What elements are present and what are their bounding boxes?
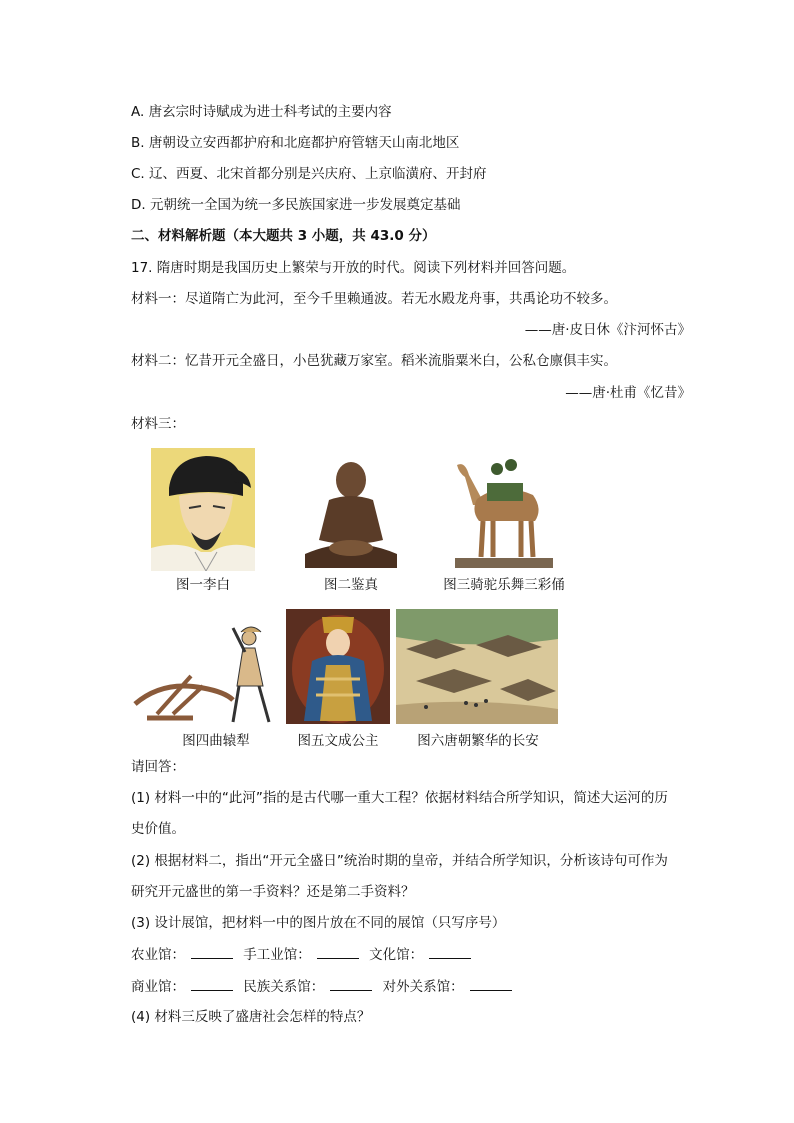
- option-a: A. 唐玄宗时诗赋成为进士科考试的主要内容: [131, 104, 392, 120]
- sub-question-2-line2: 研究开元盛世的第一手资料？还是第二手资料？: [131, 884, 415, 900]
- princess-wencheng-statue: [286, 609, 390, 724]
- hall-row-1: [131, 944, 477, 965]
- answer-blank-foreign[interactable]: [470, 976, 512, 991]
- material-one: 材料一：尽道隋亡为此河，至今千里赖通波。若无水殿龙舟事，共禹论功不较多。: [131, 291, 617, 307]
- hall-ethnic-label: 民族关系馆：: [243, 979, 325, 995]
- figure-caption-3: 图三骑驼乐舞三彩俑: [443, 577, 565, 593]
- sub-question-4: (4) 材料三反映了盛唐社会怎样的特点？: [131, 1009, 371, 1025]
- sub-question-2-line1: (2) 根据材料二，指出“开元全盛日”统治时期的皇帝，并结合所学知识，分析该诗句可作为: [131, 853, 668, 869]
- curved-plough-illustration: [133, 620, 275, 724]
- figure-caption-1: 图一李白: [176, 577, 230, 593]
- answer-blank-culture[interactable]: [429, 944, 471, 959]
- option-c: C. 辽、西夏、北宋首都分别是兴庆府、上京临潢府、开封府: [131, 166, 487, 182]
- answer-blank-ethnic[interactable]: [330, 976, 372, 991]
- section-title: 二、材料解析题（本大题共 3 小题，共 43.0 分）: [131, 228, 436, 244]
- answer-prompt: 请回答：: [131, 759, 185, 775]
- figure-caption-5: 图五文成公主: [297, 733, 379, 749]
- sub-question-1-line2: 史价值。: [131, 821, 185, 837]
- figure-caption-2: 图二鉴真: [324, 577, 378, 593]
- camel-sancai-figure: [451, 455, 557, 570]
- question-intro: 17. 隋唐时期是我国历史上繁荣与开放的时代。阅读下列材料并回答问题。: [131, 260, 576, 276]
- material-three-label: 材料三：: [131, 416, 185, 432]
- hall-handicraft-label: 手工业馆：: [243, 947, 311, 963]
- hall-foreign-label: 对外关系馆：: [382, 979, 464, 995]
- hall-agriculture-label: 农业馆：: [131, 947, 185, 963]
- material-two-source: ——唐·杜甫《忆昔》: [565, 385, 691, 401]
- sub-question-1-line1: (1) 材料一中的“此河”指的是古代哪一重大工程？依据材料结合所学知识，简述大运河的历: [131, 790, 668, 806]
- answer-blank-agriculture[interactable]: [191, 944, 233, 959]
- changan-city-painting: [396, 609, 558, 724]
- li-bai-portrait: [151, 448, 255, 571]
- option-b: B. 唐朝设立安西都护府和北庭都护府管辖天山南北地区: [131, 135, 460, 151]
- jianzhen-statue: [299, 456, 403, 570]
- figure-caption-4: 图四曲辕犁: [182, 733, 250, 749]
- sub-question-3: (3) 设计展馆，把材料一中的图片放在不同的展馆（只写序号）: [131, 915, 506, 931]
- hall-commerce-label: 商业馆：: [131, 979, 185, 995]
- hall-row-2: [131, 976, 518, 997]
- option-d: D. 元朝统一全国为统一多民族国家进一步发展奠定基础: [131, 197, 461, 213]
- answer-blank-handicraft[interactable]: [317, 944, 359, 959]
- hall-culture-label: 文化馆：: [369, 947, 424, 963]
- material-one-source: ——唐·皮日休《汴河怀古》: [524, 322, 691, 338]
- answer-blank-commerce[interactable]: [191, 976, 233, 991]
- material-two: 材料二：忆昔开元全盛日，小邑犹藏万家室。稻米流脂粟米白，公私仓廪俱丰实。: [131, 353, 617, 369]
- figure-caption-6: 图六唐朝繁华的长安: [417, 733, 539, 749]
